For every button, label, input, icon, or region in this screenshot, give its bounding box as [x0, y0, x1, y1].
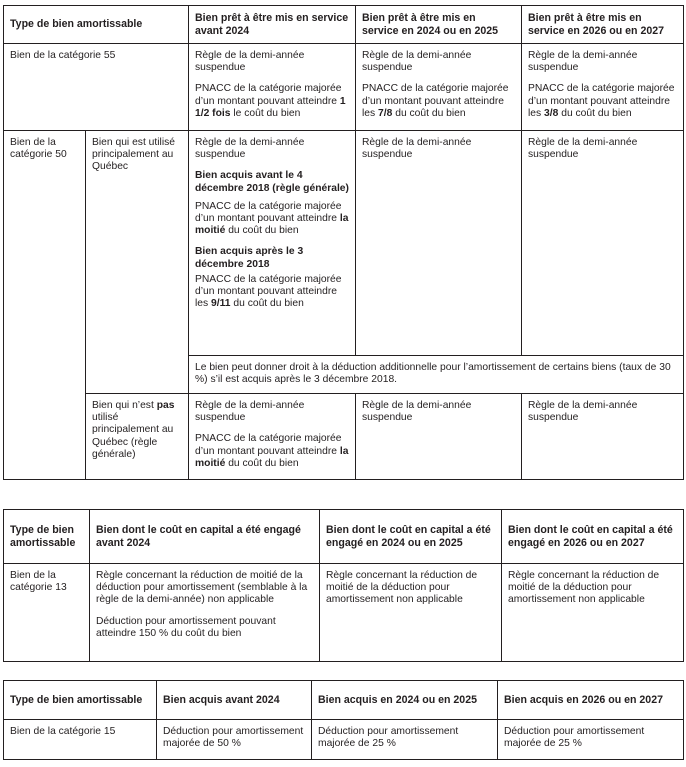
- sub-type-used-in-quebec: Bien qui est utilisé principalement au Québec: [86, 131, 189, 394]
- table-row: [4, 394, 684, 480]
- header-2026-2027: Bien acquis en 2026 ou en 2027: [498, 681, 684, 720]
- row-type-class-13: Bien de la catégorie 13: [4, 564, 90, 662]
- pnacc-text: PNACC de la catégorie majorée d’un montant pouvant atteindre 1 1/2 fois le coût du bien: [195, 83, 346, 119]
- cell-class50-nonqc-2024-2025: Règle de la demi-année suspendue: [356, 394, 522, 480]
- row-type-class-15: Bien de la catégorie 15: [4, 720, 157, 760]
- rule-text: Règle concernant la réduction de moitié de la déduction pour amortissement (semblable à la règle de la demi-année) non applicable: [96, 570, 308, 606]
- header-2026-2027: Bien dont le coût en capital a été engagé en 2026 ou en 2027: [502, 510, 684, 564]
- header-2026-2027: Bien prêt à être mis en service en 2026 ou en 2027: [522, 6, 684, 44]
- rule-text: Règle de la demi-année suspendue: [362, 50, 472, 74]
- header-before-2024: Bien dont le coût en capital a été engagé avant 2024: [90, 510, 320, 564]
- rule-text: Règle de la demi-année suspendue: [195, 137, 305, 161]
- table-class-55-50: [3, 5, 684, 480]
- pnacc-text: PNACC de la catégorie majorée d’un montant pouvant atteindre la moitié du coût du bien: [195, 200, 349, 237]
- cell-class13-2024-2025: Règle concernant la réduction de moitié de la déduction pour amortissement non applicable: [320, 564, 502, 662]
- cell-class15-before-2024: Déduction pour amortissement majorée de 50 %: [157, 720, 312, 760]
- cell-class50-qc-before-2024: [189, 131, 356, 356]
- cell-class13-before-2024: [90, 564, 320, 662]
- table-class-15: [3, 680, 684, 760]
- row-type-class-55: Bien de la catégorie 55: [4, 44, 189, 131]
- table-header-row: [4, 6, 684, 44]
- subheading-after-dec-3: Bien acquis après le 3 décembre 2018: [195, 246, 304, 270]
- pnacc-text: PNACC de la catégorie majorée d’un montant pouvant atteindre la moitié du coût du bien: [195, 433, 349, 469]
- pnacc-text: PNACC de la catégorie majorée d’un montant pouvant atteindre les 9/11 du coût du bien: [195, 273, 342, 310]
- table-row: [4, 720, 684, 760]
- table-header-row: [4, 510, 684, 564]
- cell-class50-qc-2024-2025: Règle de la demi-année suspendue: [356, 131, 522, 356]
- header-2024-2025: Bien acquis en 2024 ou en 2025: [312, 681, 498, 720]
- cell-class55-before-2024: [189, 44, 356, 131]
- cell-class15-2024-2025: Déduction pour amortissement majorée de 25 %: [312, 720, 498, 760]
- sub-type-not-used-in-quebec: Bien qui n’est pas utilisé principalement au Québec (règle générale): [86, 394, 189, 480]
- header-before-2024: Bien prêt à être mis en service avant 2024: [189, 6, 356, 44]
- table-row: [4, 44, 684, 131]
- table-header-row: [4, 681, 684, 720]
- header-property-type: Type de bien amortissable: [4, 6, 189, 44]
- row-type-class-50: Bien de la catégorie 50: [4, 131, 86, 480]
- deduction-text: Déduction pour amortissement pouvant atteindre 150 % du coût du bien: [96, 615, 276, 639]
- cell-class55-2026-2027: [522, 44, 684, 131]
- header-property-type: Type de bien amortissable: [4, 510, 90, 564]
- cell-class50-qc-2026-2027: Règle de la demi-année suspendue: [522, 131, 684, 356]
- cell-class50-nonqc-before-2024: [189, 394, 356, 480]
- pnacc-text: PNACC de la catégorie majorée d’un montant pouvant atteindre les 7/8 du coût du bien: [362, 83, 509, 119]
- header-before-2024: Bien acquis avant 2024: [157, 681, 312, 720]
- header-property-type: Type de bien amortissable: [4, 681, 157, 720]
- header-2024-2025: Bien prêt à être mis en service en 2024 ou en 2025: [356, 6, 522, 44]
- subheading-before-dec-4: Bien acquis avant le 4 décembre 2018 (règle générale): [195, 170, 349, 194]
- pnacc-text: PNACC de la catégorie majorée d’un montant pouvant atteindre les 3/8 du coût du bien: [528, 83, 675, 119]
- cell-class50-nonqc-2026-2027: Règle de la demi-année suspendue: [522, 394, 684, 480]
- header-2024-2025: Bien dont le coût en capital a été engagé en 2024 ou en 2025: [320, 510, 502, 564]
- cell-class15-2026-2027: Déduction pour amortissement majorée de 25 %: [498, 720, 684, 760]
- rule-text: Règle de la demi-année suspendue: [195, 400, 305, 424]
- table-class-13: [3, 509, 684, 662]
- cell-class55-2024-2025: [356, 44, 522, 131]
- table-row: [4, 131, 684, 356]
- rule-text: Règle de la demi-année suspendue: [528, 50, 638, 74]
- cell-class13-2026-2027: Règle concernant la réduction de moitié de la déduction pour amortissement non applicable: [502, 564, 684, 662]
- note-additional-deduction: Le bien peut donner droit à la déduction additionnelle pour l’amortissement de certains biens (taux de 30 %) s’il est acquis après le 3 décembre 2018.: [189, 356, 684, 394]
- rule-text: Règle de la demi-année suspendue: [195, 50, 305, 74]
- table-row: [4, 564, 684, 662]
